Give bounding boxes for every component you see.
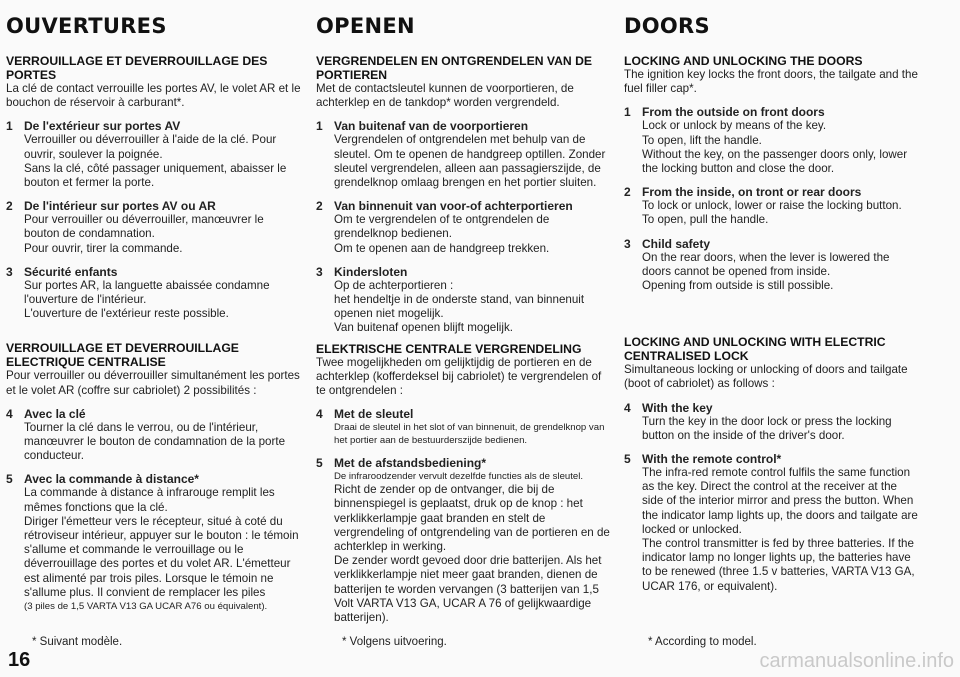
item-title: Met de sleutel [334, 407, 414, 422]
item-number: 1 [624, 105, 631, 120]
english-item-2 [624, 185, 920, 227]
dutch-section-2-title: ELEKTRISCHE CENTRALE VERGRENDELING [316, 341, 582, 356]
item-text: Van buitenaf openen blijft mogelijk. [334, 321, 513, 335]
watermark: carmanualsonline.info [759, 650, 954, 672]
english-section-2-intro: Simultaneous locking or unlocking of doors and tailgate (boot of cabriolet) as follows : [624, 363, 908, 391]
dutch-item-4 [316, 407, 612, 447]
item-title: Avec la clé [24, 406, 86, 421]
dutch-section-1-title: VERGRENDELEN EN ONTGRENDELEN VAN DE PORTIEREN [316, 54, 593, 82]
item-text: Lock or unlock by means of the key. [642, 119, 827, 133]
french-section-2-title: VERROUILLAGE ET DEVERROUILLAGE ELECTRIQUE CENTRALISE [6, 341, 239, 370]
item-text: The control transmitter is fed by three batteries. If the indicator lamp no longer lights up, the batteries have to be renewed (three 1.5 v batteries, VARTA V13 GA, UCAR 176, or equivalent). [642, 537, 915, 593]
item-text: De zender wordt gevoed door drie batterijen. Als het verklikkerlampje niet meer gaat branden, dienen de batterijen te worden vervangen (3 batterijen van 1,5 Volt VARTA V13 GA, UCAR A 76 of gelijkwaardige batterijen). [334, 554, 602, 625]
item-text: To open, lift the handle. [642, 133, 762, 147]
english-column [624, 14, 920, 594]
item-title: De l'extérieur sur portes AV [24, 119, 181, 134]
english-item-5 [624, 452, 920, 594]
item-text: het hendeltje in de onderste stand, van binnenuit openen niet mogelijk. [334, 293, 585, 321]
item-title: From the inside, on tront or rear doors [642, 185, 862, 200]
french-item-1 [6, 119, 302, 190]
item-text: Richt de zender op de ontvanger, die bij de binnenspiegel is geplaatst, druk op de knop : het verklikkerlampje gaat branden en stelt de vergrendeling of ontgrendeling van de portieren en de achterklep in werking. [334, 483, 610, 554]
item-text: Pour ouvrir, tirer la commande. [24, 241, 183, 255]
item-text: Sans la clé, côté passager uniquement, abaisser le bouton et fermer la porte. [24, 161, 287, 190]
item-number: 3 [316, 264, 323, 279]
item-number: 5 [624, 452, 631, 467]
item-text: Without the key, on the passenger doors only, lower the locking button and close the door. [642, 147, 908, 176]
spacer [624, 293, 920, 331]
item-number: 3 [6, 264, 13, 279]
item-text: Sur portes AR, la languette abaissée condamne l'ouverture de l'intérieur. [24, 278, 270, 307]
item-title: De l'intérieur sur portes AV ou AR [24, 199, 216, 214]
item-small-print: (3 piles de 1,5 VARTA V13 GA UCAR A76 ou équivalent). [24, 601, 268, 613]
item-number: 2 [6, 199, 13, 214]
item-text: Turn the key in the door lock or press the locking button on the inside of the driver's door. [642, 414, 892, 442]
english-item-4 [624, 401, 920, 443]
item-text: Vergrendelen of ontgrendelen met behulp van de sleutel. Om te openen de handgreep optillen. Zonder sleutel vergrendelen, alleen aan passagierszijde, de grendelknop omlaag brengen en het portier sluiten. [334, 133, 606, 190]
french-section-1-intro: La clé de contact verrouille les portes AV, le volet AR et le bouchon de réservoir à carburant*. [6, 82, 301, 110]
spacer [6, 321, 302, 337]
page-number: 16 [8, 649, 31, 671]
item-number: 3 [624, 236, 631, 251]
item-title: With the remote control* [642, 452, 782, 467]
dutch-heading: OPENEN [316, 14, 415, 38]
dutch-section-2-intro: Twee mogelijkheden om gelijktijdig de portieren en de achterklep (kofferdeksel bij cabriolet) te vergrendelen of te ontgrendelen : [316, 355, 602, 398]
item-text: Op de achterportieren : [334, 278, 454, 292]
french-column [6, 14, 302, 613]
item-title: Avec la commande à distance* [24, 472, 199, 487]
item-title: Child safety [642, 236, 711, 251]
french-heading: OUVERTURES [6, 14, 167, 38]
dutch-footnote: * Volgens uitvoering. [342, 636, 447, 648]
french-section-2-intro: Pour verrouiller ou déverrouiller simultanément les portes et le volet AR (coffre sur cabriolet) 2 possibilités : [6, 369, 300, 397]
english-footnote: * According to model. [648, 636, 757, 648]
item-text: Om te openen aan de handgreep trekken. [334, 241, 550, 255]
item-text: Verrouiller ou déverrouiller à l'aide de la clé. Pour ouvrir, soulever la poignée. [24, 133, 277, 161]
english-heading: DOORS [624, 14, 710, 38]
french-footnote: * Suivant modèle. [32, 636, 123, 648]
item-title: Van binnenuit van voor-of achterportieren [334, 199, 573, 214]
item-number: 5 [6, 472, 13, 487]
item-text: Tourner la clé dans le verrou, ou de l'intérieur, manœuvrer le bouton de condamnation de la porte conducteur. [24, 420, 286, 463]
item-text: Om te vergrendelen of te ontgrendelen de grendelknop bedienen. [334, 213, 550, 241]
item-title: Van buitenaf van de voorportieren [334, 119, 529, 134]
item-number: 2 [624, 185, 631, 200]
item-text: Diriger l'émetteur vers le récepteur, situé à coté du rétroviseur intérieur, appuyer sur le bouton : le témoin s'allume et commande le verrouillage ou le déverrouillage des portes et du volet AR. L'émetteur est alimenté par trois piles. Lorsque le témoin ne s'allume plus. Il convient de remplacer les piles [24, 514, 299, 599]
english-item-3 [624, 237, 920, 294]
item-number: 1 [6, 119, 13, 134]
item-text: On the rear doors, when the lever is lowered the doors cannot be opened from inside. [642, 250, 890, 278]
item-number: 5 [316, 456, 323, 471]
item-text: To lock or unlock, lower or raise the locking button. [642, 199, 902, 213]
item-text: Pour verrouiller ou déverrouiller, manœuvrer le bouton de condamnation. [24, 213, 264, 241]
french-section-1-title: VERROUILLAGE ET DEVERROUILLAGE DES PORTES [6, 54, 268, 82]
item-title: Met de afstandsbediening* [334, 456, 487, 471]
item-number: 2 [316, 199, 323, 214]
item-title: Sécurité enfants [24, 264, 118, 279]
dutch-item-3 [316, 265, 612, 336]
item-text: L'ouverture de l'extérieur reste possible. [24, 307, 229, 321]
item-title: Kindersloten [334, 264, 408, 279]
french-item-3 [6, 265, 302, 322]
dutch-item-2 [316, 199, 612, 256]
english-section-1-title: LOCKING AND UNLOCKING THE DOORS [624, 54, 863, 68]
item-title: From the outside on front doors [642, 105, 825, 120]
item-text: To open, pull the handle. [642, 213, 769, 227]
item-number: 4 [316, 407, 323, 422]
item-title: With the key [642, 400, 713, 415]
item-text: La commande à distance à infrarouge remplit les mêmes fonctions que la clé. [24, 486, 275, 514]
english-section-1-intro: The ignition key locks the front doors, the tailgate and the fuel filler cap*. [624, 68, 918, 96]
item-text: The infra-red remote control fulfils the same function as the key. Direct the control at the receiver at the side of the interior mirror and press the button. When the indicator lamp lights up, the doors and tailgate are locked or unlocked. [642, 466, 918, 536]
item-number: 1 [316, 119, 323, 134]
french-item-2 [6, 199, 302, 256]
dutch-section-1-intro: Met de contactsleutel kunnen de voorportieren, de achterklep en de tankdop* worden vergrendeld. [316, 82, 574, 110]
item-number: 4 [6, 406, 13, 421]
english-section-2-title: LOCKING AND UNLOCKING WITH ELECTRIC CENTRALISED LOCK [624, 335, 886, 364]
english-item-1 [624, 105, 920, 176]
item-text: Opening from outside is still possible. [642, 279, 834, 293]
dutch-item-1 [316, 119, 612, 190]
dutch-column [316, 14, 612, 625]
item-small-print: De infraroodzender vervult dezelfde functies als de sleutel. [334, 471, 584, 483]
item-number: 4 [624, 400, 631, 415]
dutch-item-5 [316, 456, 612, 625]
french-item-5 [6, 472, 302, 613]
french-item-4 [6, 407, 302, 464]
item-small-print: Draai de sleutel in het slot of van binnenuit, de grendelknop van het portier aan de bestuurderszijde bedienen. [334, 422, 605, 447]
